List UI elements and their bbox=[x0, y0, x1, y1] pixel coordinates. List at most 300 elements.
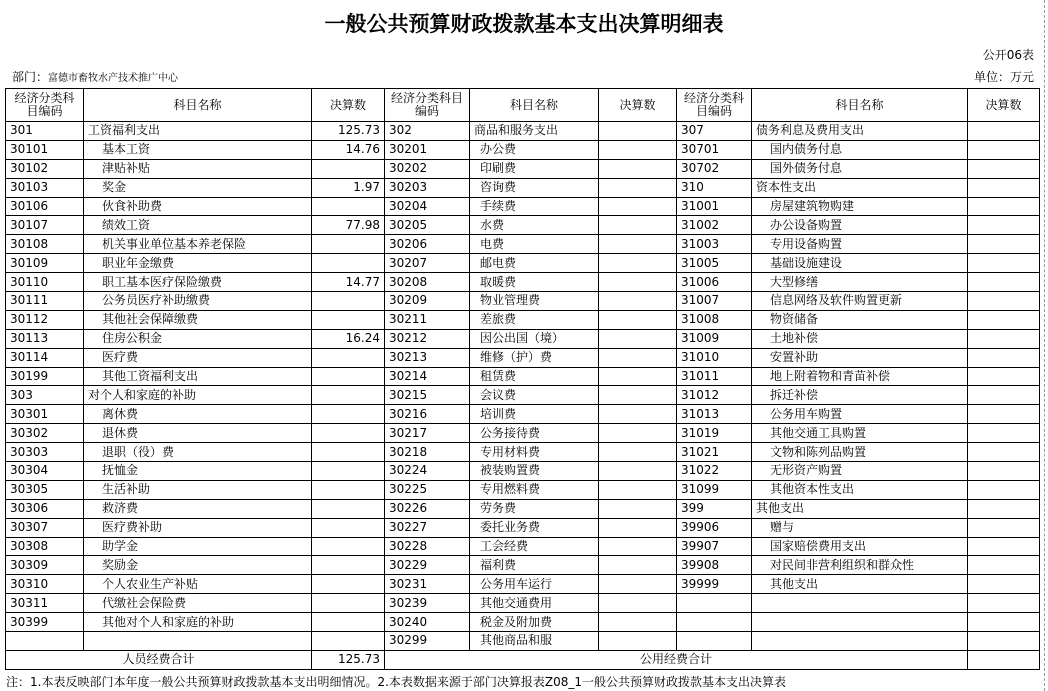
amount-cell bbox=[968, 424, 1040, 443]
code-cell: 30206 bbox=[385, 235, 470, 254]
table-row bbox=[6, 348, 1040, 367]
name-cell: 其他交通费用 bbox=[470, 594, 599, 613]
code-cell: 31010 bbox=[677, 348, 752, 367]
code-cell: 31008 bbox=[677, 310, 752, 329]
code-cell: 30702 bbox=[677, 159, 752, 178]
amount-cell bbox=[968, 310, 1040, 329]
table-row bbox=[6, 178, 1040, 197]
amount-cell bbox=[599, 140, 677, 159]
header-code-1: 经济分类科目编码 bbox=[6, 89, 84, 122]
code-cell: 399 bbox=[677, 499, 752, 518]
code-cell: 30201 bbox=[385, 140, 470, 159]
code-cell: 31012 bbox=[677, 386, 752, 405]
name-cell: 维修（护）费 bbox=[470, 348, 599, 367]
code-cell: 30231 bbox=[385, 575, 470, 594]
expenditure-table bbox=[5, 88, 1040, 670]
name-cell: 公务员医疗补助缴费 bbox=[84, 292, 312, 311]
code-cell: 30305 bbox=[6, 480, 84, 499]
name-cell: 水费 bbox=[470, 216, 599, 235]
code-cell: 310 bbox=[677, 178, 752, 197]
amount-cell bbox=[312, 632, 385, 651]
code-cell bbox=[677, 594, 752, 613]
name-cell: 伙食补助费 bbox=[84, 197, 312, 216]
header-amount-2: 决算数 bbox=[599, 89, 677, 122]
code-cell: 303 bbox=[6, 386, 84, 405]
name-cell: 商品和服务支出 bbox=[470, 122, 599, 141]
code-cell: 30239 bbox=[385, 594, 470, 613]
amount-cell bbox=[599, 443, 677, 462]
name-cell: 国家赔偿费用支出 bbox=[752, 537, 968, 556]
code-cell: 30701 bbox=[677, 140, 752, 159]
name-cell: 专用设备购置 bbox=[752, 235, 968, 254]
code-cell: 30113 bbox=[6, 329, 84, 348]
department-line bbox=[12, 68, 178, 85]
name-cell: 物资储备 bbox=[752, 310, 968, 329]
table-row bbox=[6, 480, 1040, 499]
name-cell: 大型修缮 bbox=[752, 273, 968, 292]
name-cell: 公务用车运行 bbox=[470, 575, 599, 594]
personnel-total-label: 人员经费合计 bbox=[6, 650, 312, 669]
table-row bbox=[6, 462, 1040, 481]
name-cell: 其他商品和服 bbox=[470, 632, 599, 651]
amount-cell bbox=[599, 216, 677, 235]
code-cell: 301 bbox=[6, 122, 84, 141]
name-cell: 工会经费 bbox=[470, 537, 599, 556]
code-cell: 30299 bbox=[385, 632, 470, 651]
name-cell: 印刷费 bbox=[470, 159, 599, 178]
name-cell: 津贴补贴 bbox=[84, 159, 312, 178]
table-row bbox=[6, 632, 1040, 651]
name-cell: 其他对个人和家庭的补助 bbox=[84, 613, 312, 632]
name-cell: 手续费 bbox=[470, 197, 599, 216]
code-cell: 31009 bbox=[677, 329, 752, 348]
code-cell: 30212 bbox=[385, 329, 470, 348]
amount-cell bbox=[599, 575, 677, 594]
amount-cell bbox=[968, 292, 1040, 311]
name-cell: 职工基本医疗保险缴费 bbox=[84, 273, 312, 292]
code-cell: 30309 bbox=[6, 556, 84, 575]
name-cell: 专用燃料费 bbox=[470, 480, 599, 499]
code-cell: 30224 bbox=[385, 462, 470, 481]
table-row bbox=[6, 254, 1040, 273]
name-cell: 办公设备购置 bbox=[752, 216, 968, 235]
name-cell: 土地补偿 bbox=[752, 329, 968, 348]
name-cell: 培训费 bbox=[470, 405, 599, 424]
amount-cell bbox=[312, 518, 385, 537]
amount-cell bbox=[599, 254, 677, 273]
code-cell: 30202 bbox=[385, 159, 470, 178]
table-row bbox=[6, 329, 1040, 348]
form-number: 公开06表 bbox=[982, 48, 1034, 62]
table-row bbox=[6, 594, 1040, 613]
amount-cell bbox=[312, 575, 385, 594]
code-cell bbox=[677, 632, 752, 651]
code-cell: 30228 bbox=[385, 537, 470, 556]
personnel-total-value: 125.73 bbox=[312, 650, 385, 669]
name-cell: 国外债务付息 bbox=[752, 159, 968, 178]
code-cell: 30107 bbox=[6, 216, 84, 235]
header-name-1: 科目名称 bbox=[84, 89, 312, 122]
amount-cell bbox=[968, 140, 1040, 159]
amount-cell bbox=[968, 537, 1040, 556]
code-cell: 30109 bbox=[6, 254, 84, 273]
name-cell: 其他交通工具购置 bbox=[752, 424, 968, 443]
name-cell bbox=[752, 594, 968, 613]
code-cell: 30211 bbox=[385, 310, 470, 329]
name-cell: 会议费 bbox=[470, 386, 599, 405]
footnote: 注：1.本表反映部门本年度一般公共预算财政拨款基本支出明细情况。2.本表数据来源于部门决算报表Z08_1一般公共预算财政拨款基本支出决算表 bbox=[6, 675, 787, 689]
amount-cell bbox=[599, 632, 677, 651]
code-cell: 30308 bbox=[6, 537, 84, 556]
amount-cell bbox=[968, 122, 1040, 141]
amount-cell bbox=[968, 462, 1040, 481]
code-cell: 31001 bbox=[677, 197, 752, 216]
amount-cell bbox=[599, 197, 677, 216]
name-cell: 对民间非营利组织和群众性 bbox=[752, 556, 968, 575]
code-cell: 30307 bbox=[6, 518, 84, 537]
code-cell: 30207 bbox=[385, 254, 470, 273]
code-cell: 31007 bbox=[677, 292, 752, 311]
unit-label: 单位：万元 bbox=[973, 70, 1034, 84]
code-cell: 30215 bbox=[385, 386, 470, 405]
name-cell: 邮电费 bbox=[470, 254, 599, 273]
name-cell: 房屋建筑物购建 bbox=[752, 197, 968, 216]
amount-cell bbox=[968, 518, 1040, 537]
amount-cell bbox=[312, 254, 385, 273]
amount-cell bbox=[599, 329, 677, 348]
code-cell: 30225 bbox=[385, 480, 470, 499]
code-cell: 39906 bbox=[677, 518, 752, 537]
table-row bbox=[6, 613, 1040, 632]
amount-cell bbox=[968, 443, 1040, 462]
amount-cell bbox=[968, 254, 1040, 273]
code-cell: 39907 bbox=[677, 537, 752, 556]
name-cell: 咨询费 bbox=[470, 178, 599, 197]
name-cell: 专用材料费 bbox=[470, 443, 599, 462]
amount-cell bbox=[312, 405, 385, 424]
name-cell: 助学金 bbox=[84, 537, 312, 556]
table-row bbox=[6, 424, 1040, 443]
amount-cell bbox=[968, 575, 1040, 594]
name-cell: 退职（役）费 bbox=[84, 443, 312, 462]
name-cell: 奖金 bbox=[84, 178, 312, 197]
name-cell: 无形资产购置 bbox=[752, 462, 968, 481]
name-cell: 债务利息及费用支出 bbox=[752, 122, 968, 141]
amount-cell bbox=[968, 197, 1040, 216]
amount-cell bbox=[599, 424, 677, 443]
code-cell: 31013 bbox=[677, 405, 752, 424]
name-cell: 物业管理费 bbox=[470, 292, 599, 311]
name-cell: 劳务费 bbox=[470, 499, 599, 518]
code-cell bbox=[6, 632, 84, 651]
header-code-2: 经济分类科目编码 bbox=[385, 89, 470, 122]
code-cell: 30204 bbox=[385, 197, 470, 216]
name-cell: 其他支出 bbox=[752, 499, 968, 518]
code-cell: 39908 bbox=[677, 556, 752, 575]
amount-cell bbox=[968, 329, 1040, 348]
amount-cell bbox=[968, 632, 1040, 651]
name-cell: 被装购置费 bbox=[470, 462, 599, 481]
amount-cell bbox=[599, 594, 677, 613]
department-value: 富德市畜牧水产技术推广中心 bbox=[48, 73, 179, 84]
name-cell: 奖励金 bbox=[84, 556, 312, 575]
amount-cell bbox=[312, 424, 385, 443]
amount-cell bbox=[599, 518, 677, 537]
code-cell: 30106 bbox=[6, 197, 84, 216]
code-cell: 30205 bbox=[385, 216, 470, 235]
amount-cell bbox=[312, 613, 385, 632]
name-cell: 福利费 bbox=[470, 556, 599, 575]
code-cell: 30226 bbox=[385, 499, 470, 518]
name-cell bbox=[84, 632, 312, 651]
code-cell: 30306 bbox=[6, 499, 84, 518]
header-amount-1: 决算数 bbox=[312, 89, 385, 122]
name-cell: 安置补助 bbox=[752, 348, 968, 367]
amount-cell bbox=[968, 216, 1040, 235]
code-cell: 31002 bbox=[677, 216, 752, 235]
amount-cell bbox=[968, 159, 1040, 178]
code-cell: 30310 bbox=[6, 575, 84, 594]
table-row bbox=[6, 197, 1040, 216]
amount-cell: 1.97 bbox=[312, 178, 385, 197]
amount-cell bbox=[599, 499, 677, 518]
name-cell: 绩效工资 bbox=[84, 216, 312, 235]
table-row bbox=[6, 122, 1040, 141]
amount-cell bbox=[312, 386, 385, 405]
amount-cell bbox=[312, 367, 385, 386]
amount-cell bbox=[599, 462, 677, 481]
code-cell: 31099 bbox=[677, 480, 752, 499]
name-cell: 文物和陈列品购置 bbox=[752, 443, 968, 462]
table-row bbox=[6, 140, 1040, 159]
page-edge-divider bbox=[1044, 0, 1046, 691]
code-cell: 302 bbox=[385, 122, 470, 141]
name-cell: 基本工资 bbox=[84, 140, 312, 159]
name-cell: 差旅费 bbox=[470, 310, 599, 329]
name-cell: 公务接待费 bbox=[470, 424, 599, 443]
name-cell: 退休费 bbox=[84, 424, 312, 443]
name-cell: 办公费 bbox=[470, 140, 599, 159]
code-cell: 31011 bbox=[677, 367, 752, 386]
name-cell: 离休费 bbox=[84, 405, 312, 424]
name-cell: 取暖费 bbox=[470, 273, 599, 292]
name-cell: 公务用车购置 bbox=[752, 405, 968, 424]
code-cell: 31005 bbox=[677, 254, 752, 273]
name-cell: 其他工资福利支出 bbox=[84, 367, 312, 386]
amount-cell bbox=[968, 235, 1040, 254]
code-cell: 30111 bbox=[6, 292, 84, 311]
amount-cell: 16.24 bbox=[312, 329, 385, 348]
amount-cell bbox=[968, 556, 1040, 575]
amount-cell bbox=[599, 159, 677, 178]
code-cell: 30227 bbox=[385, 518, 470, 537]
amount-cell bbox=[599, 386, 677, 405]
public-total-label: 公用经费合计 bbox=[385, 650, 968, 669]
name-cell: 国内债务付息 bbox=[752, 140, 968, 159]
name-cell: 信息网络及软件购置更新 bbox=[752, 292, 968, 311]
name-cell: 职业年金缴费 bbox=[84, 254, 312, 273]
name-cell: 租赁费 bbox=[470, 367, 599, 386]
table-row bbox=[6, 386, 1040, 405]
header-amount-3: 决算数 bbox=[968, 89, 1040, 122]
code-cell: 30303 bbox=[6, 443, 84, 462]
code-cell bbox=[677, 613, 752, 632]
code-cell: 30110 bbox=[6, 273, 84, 292]
code-cell: 30209 bbox=[385, 292, 470, 311]
code-cell: 30108 bbox=[6, 235, 84, 254]
name-cell: 委托业务费 bbox=[470, 518, 599, 537]
amount-cell bbox=[968, 613, 1040, 632]
table-row bbox=[6, 556, 1040, 575]
name-cell: 其他支出 bbox=[752, 575, 968, 594]
table-row bbox=[6, 273, 1040, 292]
amount-cell bbox=[968, 480, 1040, 499]
table-row bbox=[6, 367, 1040, 386]
table-row bbox=[6, 537, 1040, 556]
code-cell: 30302 bbox=[6, 424, 84, 443]
code-cell: 307 bbox=[677, 122, 752, 141]
table-row bbox=[6, 216, 1040, 235]
code-cell: 30199 bbox=[6, 367, 84, 386]
header-code-3: 经济分类科目编码 bbox=[677, 89, 752, 122]
table-row bbox=[6, 518, 1040, 537]
amount-cell bbox=[599, 405, 677, 424]
code-cell: 30103 bbox=[6, 178, 84, 197]
amount-cell bbox=[599, 235, 677, 254]
amount-cell bbox=[968, 348, 1040, 367]
table-row bbox=[6, 575, 1040, 594]
code-cell: 30102 bbox=[6, 159, 84, 178]
code-cell: 39999 bbox=[677, 575, 752, 594]
code-cell: 30301 bbox=[6, 405, 84, 424]
amount-cell bbox=[599, 310, 677, 329]
code-cell: 30304 bbox=[6, 462, 84, 481]
name-cell: 机关事业单位基本养老保险 bbox=[84, 235, 312, 254]
table-row bbox=[6, 499, 1040, 518]
amount-cell bbox=[312, 159, 385, 178]
code-cell: 31022 bbox=[677, 462, 752, 481]
name-cell: 医疗费 bbox=[84, 348, 312, 367]
amount-cell bbox=[312, 594, 385, 613]
department-label: 部门： bbox=[12, 70, 49, 84]
amount-cell bbox=[599, 367, 677, 386]
amount-cell bbox=[312, 462, 385, 481]
code-cell: 30218 bbox=[385, 443, 470, 462]
code-cell: 31021 bbox=[677, 443, 752, 462]
code-cell: 30399 bbox=[6, 613, 84, 632]
amount-cell bbox=[968, 178, 1040, 197]
amount-cell bbox=[968, 273, 1040, 292]
code-cell: 31019 bbox=[677, 424, 752, 443]
amount-cell bbox=[599, 556, 677, 575]
amount-cell bbox=[312, 292, 385, 311]
header-name-3: 科目名称 bbox=[752, 89, 968, 122]
name-cell bbox=[752, 632, 968, 651]
amount-cell bbox=[312, 556, 385, 575]
code-cell: 30216 bbox=[385, 405, 470, 424]
name-cell: 医疗费补助 bbox=[84, 518, 312, 537]
name-cell: 税金及附加费 bbox=[470, 613, 599, 632]
amount-cell bbox=[599, 122, 677, 141]
header-row bbox=[6, 89, 1040, 122]
code-cell: 31006 bbox=[677, 273, 752, 292]
name-cell: 因公出国（境） bbox=[470, 329, 599, 348]
name-cell: 住房公积金 bbox=[84, 329, 312, 348]
code-cell: 30229 bbox=[385, 556, 470, 575]
code-cell: 30114 bbox=[6, 348, 84, 367]
name-cell: 个人农业生产补贴 bbox=[84, 575, 312, 594]
code-cell: 30112 bbox=[6, 310, 84, 329]
amount-cell: 14.77 bbox=[312, 273, 385, 292]
page-title: 一般公共预算财政拨款基本支出决算明细表 bbox=[324, 11, 724, 36]
amount-cell bbox=[968, 386, 1040, 405]
code-cell: 31003 bbox=[677, 235, 752, 254]
code-cell: 30101 bbox=[6, 140, 84, 159]
name-cell: 抚恤金 bbox=[84, 462, 312, 481]
public-total-value bbox=[968, 650, 1040, 669]
amount-cell bbox=[312, 310, 385, 329]
amount-cell bbox=[312, 348, 385, 367]
name-cell: 基础设施建设 bbox=[752, 254, 968, 273]
name-cell: 其他资本性支出 bbox=[752, 480, 968, 499]
code-cell: 30311 bbox=[6, 594, 84, 613]
totals-row bbox=[6, 650, 1040, 669]
name-cell: 其他社会保障缴费 bbox=[84, 310, 312, 329]
code-cell: 30213 bbox=[385, 348, 470, 367]
amount-cell bbox=[312, 499, 385, 518]
amount-cell bbox=[599, 273, 677, 292]
amount-cell: 77.98 bbox=[312, 216, 385, 235]
amount-cell bbox=[599, 348, 677, 367]
code-cell: 30217 bbox=[385, 424, 470, 443]
code-cell: 30203 bbox=[385, 178, 470, 197]
amount-cell: 14.76 bbox=[312, 140, 385, 159]
amount-cell bbox=[599, 613, 677, 632]
table-body bbox=[6, 122, 1040, 651]
amount-cell bbox=[312, 197, 385, 216]
name-cell: 代缴社会保险费 bbox=[84, 594, 312, 613]
amount-cell bbox=[968, 367, 1040, 386]
amount-cell bbox=[599, 178, 677, 197]
table-row bbox=[6, 310, 1040, 329]
name-cell: 对个人和家庭的补助 bbox=[84, 386, 312, 405]
amount-cell bbox=[312, 443, 385, 462]
name-cell: 拆迁补偿 bbox=[752, 386, 968, 405]
amount-cell bbox=[599, 537, 677, 556]
amount-cell bbox=[599, 480, 677, 499]
name-cell bbox=[752, 613, 968, 632]
name-cell: 工资福利支出 bbox=[84, 122, 312, 141]
header-name-2: 科目名称 bbox=[470, 89, 599, 122]
table-row bbox=[6, 159, 1040, 178]
amount-cell: 125.73 bbox=[312, 122, 385, 141]
name-cell: 电费 bbox=[470, 235, 599, 254]
name-cell: 生活补助 bbox=[84, 480, 312, 499]
amount-cell bbox=[968, 594, 1040, 613]
amount-cell bbox=[312, 480, 385, 499]
code-cell: 30214 bbox=[385, 367, 470, 386]
amount-cell bbox=[312, 235, 385, 254]
code-cell: 30208 bbox=[385, 273, 470, 292]
table-row bbox=[6, 405, 1040, 424]
name-cell: 救济费 bbox=[84, 499, 312, 518]
name-cell: 资本性支出 bbox=[752, 178, 968, 197]
table-row bbox=[6, 443, 1040, 462]
code-cell: 30240 bbox=[385, 613, 470, 632]
table-row bbox=[6, 235, 1040, 254]
amount-cell bbox=[968, 499, 1040, 518]
name-cell: 地上附着物和青苗补偿 bbox=[752, 367, 968, 386]
